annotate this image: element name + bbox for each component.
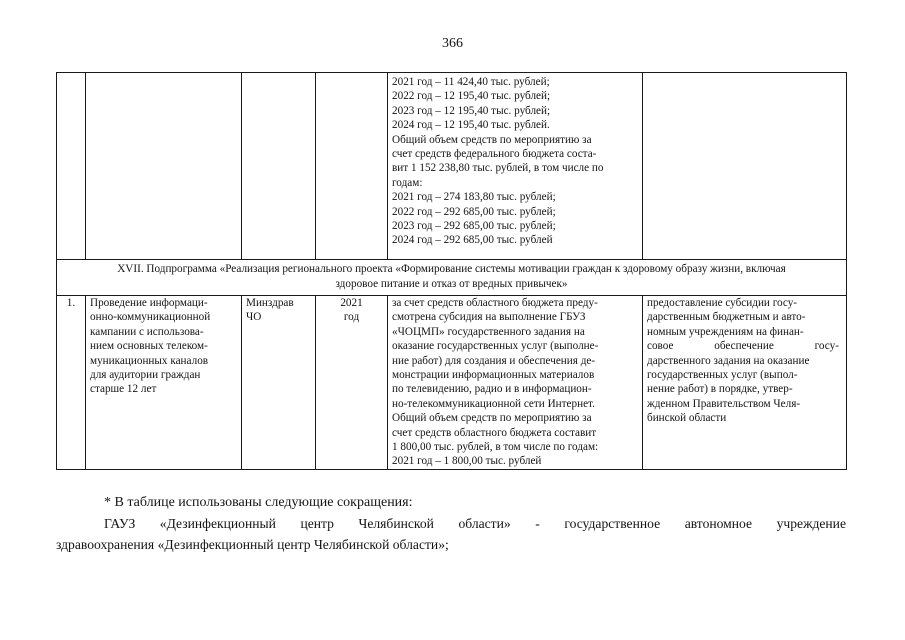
text-line: дарственного задания на оказание [647,354,810,367]
text-line: государственных услуг (выпол- [647,369,798,382]
text-line: 1 800,00 тыс. рублей, в том числе по годам: [392,441,599,454]
text-line: жденном Правительством Челя- [647,397,801,410]
activity-name-text [90,296,237,397]
cell-result [643,296,847,470]
table-row-continued [57,73,847,260]
cell-number: 1. [57,296,86,470]
text-line: кампании с использова- [90,325,204,338]
cell-name-continued [86,73,242,260]
cell-funding-continued [388,73,643,260]
text-line: предоставление субсидии госу- [647,297,798,309]
cell-result-continued [643,73,847,260]
text-line: нием основных телеком- [90,340,208,353]
text-line: 2024 год – 12 195,40 тыс. рублей. [392,119,550,132]
text-line: но-телекоммуникационной сети Интернет. [392,397,595,410]
page-number: 366 [442,36,463,51]
section-heading [57,260,847,296]
footnote-abbreviation-line1: ГАУЗ «Дезинфекционный центр Челябинской области» - государственное автономное учреждение [104,516,846,531]
text-line: муникационных каналов [90,354,209,367]
text-line: вит 1 152 238,80 тыс. рублей, в том числе по [392,162,604,175]
cell-year-continued [316,73,388,260]
table-row-activity-1 [57,296,847,470]
text-line: старше 12 лет [90,383,157,396]
cell-executor-continued [242,73,316,260]
text-line: «ЧОЦМП» государственного задания на [392,325,585,338]
text-line: 2023 год – 12 195,40 тыс. рублей; [392,104,551,117]
text-line: для аудитории граждан [90,369,201,382]
text-line: ние работ) для создания и обеспечения де- [392,354,596,367]
text-line: счет средств областного бюджета составит [392,426,597,439]
footnote [56,492,846,555]
text-line: 2024 год – 292 685,00 тыс. рублей [392,234,553,247]
text-line: 2021 год – 1 800,00 тыс. рублей [392,455,542,468]
funding-text [392,296,638,469]
section-heading-line1: XVII. Подпрограмма «Реализация регионального проекта «Формирование системы мотивации граждан к здоровому образу жизни, включая [117,263,786,275]
cell-number-continued [57,73,86,260]
footnote-abbreviation-line2: здравоохранения «Дезинфекционный центр Челябинской области»; [56,537,449,552]
text-line: 2021 год – 274 183,80 тыс. рублей; [392,191,556,204]
text-line: Общий объем средств по мероприятию за [392,412,592,425]
funding-text-continued [392,75,638,248]
cell-funding [388,296,643,470]
text-line: бинской области [647,412,727,425]
text-line: годам: [392,176,423,189]
text-line: смотрена субсидия на выполнение ГБУЗ [392,311,586,324]
text-line: совое обеспечение госу- [647,340,839,353]
activities-table [56,72,847,470]
text-line: по телевидению, радио и в информацион- [392,383,592,396]
text-line: 2022 год – 292 685,00 тыс. рублей; [392,205,556,218]
section-heading-line2: здоровое питание и отказ от вредных привычек» [335,278,568,290]
text-line: за счет средств областного бюджета преду- [392,297,598,309]
year-value: 2021 [340,297,363,309]
text-line: нение работ) в порядке, утвер- [647,383,793,396]
text-line: счет средств федерального бюджета соста- [392,148,597,161]
text-line: оказание государственных услуг (выполне- [392,340,599,353]
text-line: 2021 год – 11 424,40 тыс. рублей; [392,76,550,88]
text-line: онно-коммуникационной [90,311,211,324]
text-line: Общий объем средств по мероприятию за [392,133,592,146]
text-line: Проведение информаци- [90,297,208,309]
text-line: номным учреждениям на финан- [647,325,804,338]
text-line: 2022 год – 12 195,40 тыс. рублей; [392,90,551,103]
footnote-title: * В таблице использованы следующие сокращения: [104,495,413,510]
section-heading-row [57,260,847,296]
text-line: 2023 год – 292 685,00 тыс. рублей; [392,220,556,233]
result-text [647,296,842,426]
text-line: дарственным бюджетным и авто- [647,311,806,324]
year-suffix: год [343,311,360,324]
cell-year [316,296,388,470]
cell-activity-name [86,296,242,470]
text-line: монстрации информационных материалов [392,369,595,382]
cell-executor: Минздрав ЧО [242,296,316,470]
